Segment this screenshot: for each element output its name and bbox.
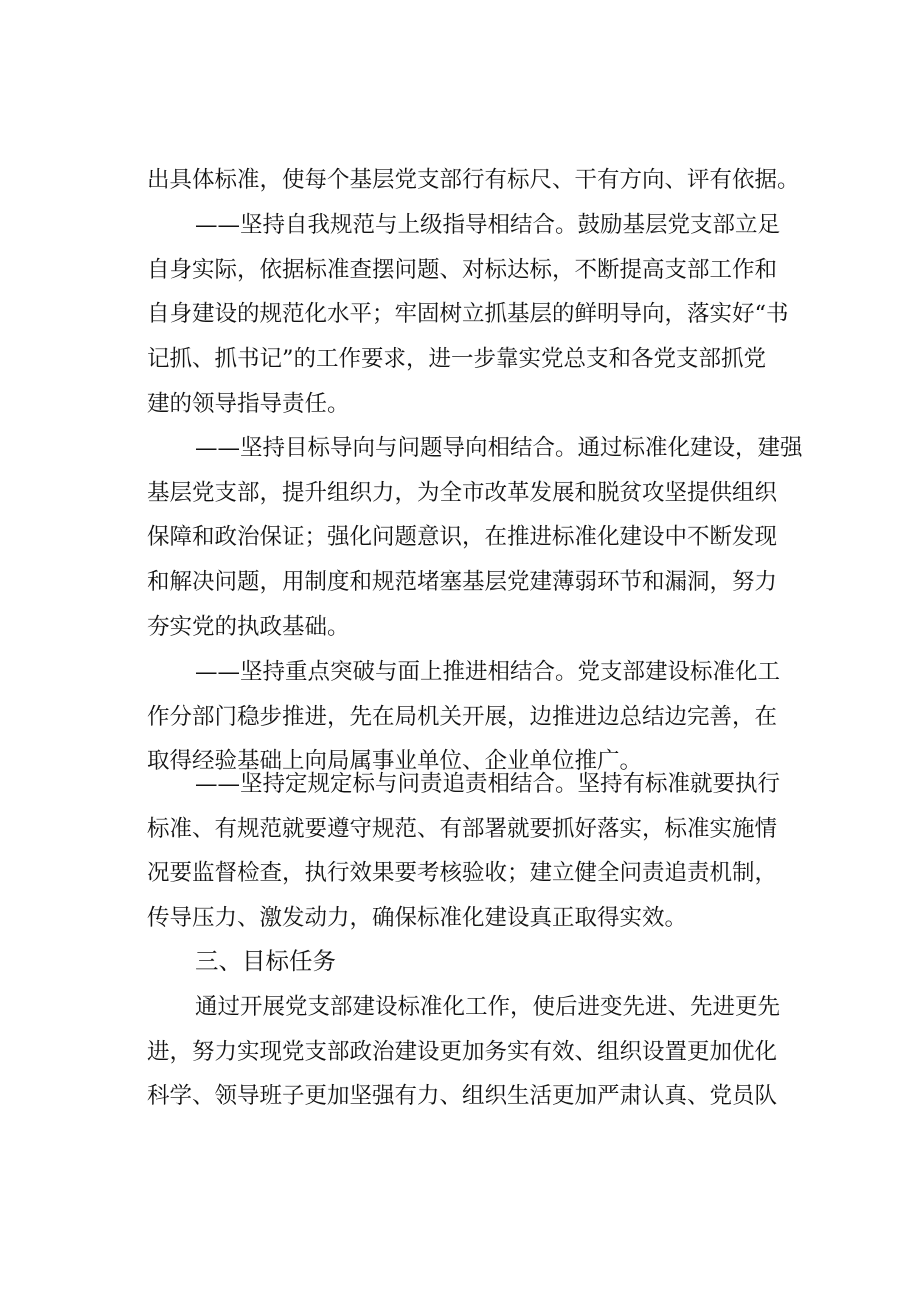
principle-paragraph-1 <box>147 203 797 426</box>
paragraph-line: 出具体标准，使每个基层党支部行有标尺、干有方向、评有依据。 <box>147 167 800 193</box>
paragraph-line: 保障和政治保证；强化问题意识，在推进标准化建设中不断发现 <box>147 524 778 551</box>
paragraph-line: 自身建设的规范化水平；牢固树立抓基层的鲜明导向，落实好“书 <box>147 301 789 328</box>
paragraph-line: 夯实党的执政基础。 <box>147 613 350 640</box>
paragraph-line: ——坚持重点突破与面上推进相结合。党支部建设标准化工 <box>195 659 781 685</box>
section-paragraph <box>147 985 797 1119</box>
paragraph-line: 建的领导指导责任。 <box>147 390 350 417</box>
paragraph-line: 自身实际，依据标准查摆问题、对标达标，不断提高支部工作和 <box>147 256 778 283</box>
paragraph-line: 传导压力、激发动力，确保标准化建设真正取得实效。 <box>147 905 688 932</box>
paragraph-line: 况要监督检查，执行效果要考核验收；建立健全问责追责机制， <box>147 860 778 887</box>
principle-paragraph-2 <box>147 426 803 649</box>
paragraph-line: 基层党支部，提升组织力，为全市改革发展和脱贫攻坚提供组织 <box>147 479 778 506</box>
paragraph-line: 进，努力实现党支部政治建设更加务实有效、组织设置更加优化 <box>147 1038 778 1065</box>
paragraph-line: 取得经验基础上向局属事业单位、企业单位推广。 <box>147 748 643 775</box>
section-heading: 三、目标任务 <box>195 947 336 975</box>
principle-paragraph-4 <box>147 762 797 941</box>
paragraph-line: 标准、有规范就要遵守规范、有部署就要抓好落实，标准实施情 <box>147 815 778 842</box>
paragraph-line: 科学、领导班子更加坚强有力、组织生活更加严肃认真、党员队 <box>147 1083 778 1110</box>
paragraph-line: 通过开展党支部建设标准化工作，使后进变先进、先进更先 <box>195 994 781 1020</box>
paragraph-line: ——坚持定规定标与问责追责相结合。坚持有标准就要执行 <box>195 771 781 797</box>
paragraph-line: 和解决问题，用制度和规范堵塞基层党建薄弱环节和漏洞，努力 <box>147 569 778 596</box>
intro-paragraph <box>147 158 800 203</box>
paragraph-line: 记抓、抓书记”的工作要求，进一步靠实党总支和各党支部抓党 <box>147 346 767 373</box>
paragraph-line: 作分部门稳步推进，先在局机关开展，边推进边总结边完善，在 <box>147 703 778 730</box>
paragraph-line: ——坚持目标导向与问题导向相结合。通过标准化建设，建强 <box>195 435 803 461</box>
paragraph-line: ——坚持自我规范与上级指导相结合。鼓励基层党支部立足 <box>195 212 781 238</box>
